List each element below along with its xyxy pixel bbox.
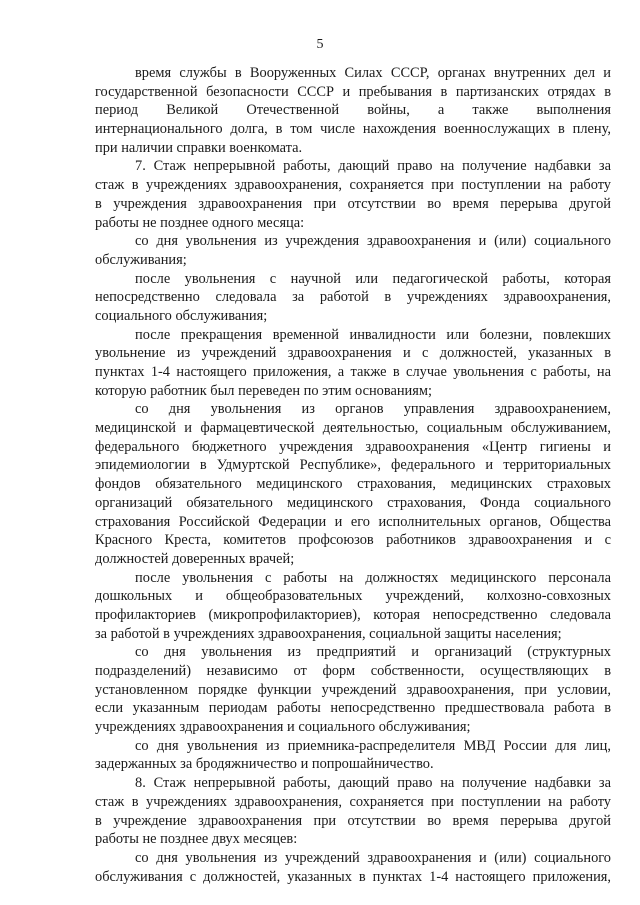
text-line: работы не позднее одного месяца: bbox=[95, 214, 305, 231]
text-line: период Великой Отечественной войны, а также выполнения bbox=[95, 102, 611, 119]
text-line: медицинской и фармацевтической деятельностью, социальным обслуживанием, bbox=[95, 420, 611, 437]
page-number: 5 bbox=[316, 37, 324, 52]
text-line: социального обслуживания; bbox=[95, 307, 268, 324]
text-line: обслуживания; bbox=[95, 251, 187, 268]
text-line: за работой в учреждениях здравоохранения, социальной защиты населения; bbox=[95, 625, 562, 642]
text-line: пунктах 1-4 настоящего приложения, а также в случае увольнения с работы, на bbox=[95, 364, 611, 380]
text-line: организаций обязательного медицинского страхования, Фонда социального bbox=[95, 494, 611, 511]
text-line: увольнение из учреждений здравоохранения и с должностей, указанных в bbox=[95, 345, 611, 362]
text-line: со дня увольнения из приемника-распределителя МВД России для лиц, bbox=[135, 737, 611, 754]
text-line: после увольнения с работы на должностях медицинского персонала bbox=[135, 569, 611, 586]
text-line: если указанным периодам работы непосредственно предшествовала работа в bbox=[95, 700, 611, 717]
text-line: в учреждения здравоохранения при отсутствии во время перерыва другой bbox=[95, 195, 611, 212]
text-line: стаж в учреждениях здравоохранения, сохраняется при поступлении на работу bbox=[95, 177, 611, 194]
text-line: непосредственно следовала за работой в учреждениях здравоохранения, bbox=[95, 289, 611, 306]
text-line: работы не позднее двух месяцев: bbox=[95, 831, 298, 848]
text-line: после прекращения временной инвалидности или болезни, повлекших bbox=[135, 326, 611, 343]
text-line: дошкольных и общеобразовательных учреждений, колхозно-совхозных bbox=[95, 588, 611, 605]
text-line: стаж в учреждениях здравоохранения, сохраняется при поступлении на работу bbox=[95, 793, 611, 810]
text-line: страхования Российской Федерации и его исполнительных органов, Общества bbox=[95, 513, 611, 530]
text-line: учреждениях здравоохранения и социального обслуживания; bbox=[95, 719, 471, 736]
document-body bbox=[95, 64, 611, 886]
text-line: подразделений) независимо от форм собственности, осуществляющих в bbox=[95, 663, 611, 679]
text-line: 8. Стаж непрерывной работы, дающий право на получение надбавки за bbox=[135, 775, 611, 792]
text-line: фондов обязательного медицинского страхования, медицинских страховых bbox=[95, 476, 611, 493]
text-line: которую работник был переведен по этим основаниям; bbox=[95, 382, 432, 399]
text-line: эпидемиологии в Удмуртской Республике», федерального и территориальных bbox=[95, 457, 611, 474]
text-line: со дня увольнения из учреждения здравоохранения и (или) социального bbox=[135, 233, 611, 250]
text-line: Красного Креста, комитетов профсоюзов работников здравоохранения и с bbox=[95, 532, 611, 549]
text-line: должностей доверенных врачей; bbox=[95, 550, 295, 567]
text-line: задержанных за бродяжничество и попрошайничество. bbox=[95, 756, 434, 773]
text-line: профилакториев (микропрофилакториев), которая непосредственно следовала bbox=[95, 606, 611, 623]
text-line: со дня увольнения из предприятий и организаций (структурных bbox=[135, 644, 611, 661]
text-line: со дня увольнения из органов управления здравоохранением, bbox=[135, 401, 611, 418]
text-line: обслуживания с должностей, указанных в пунктах 1-4 настоящего приложения, bbox=[95, 868, 611, 885]
text-line: после увольнения с научной или педагогической работы, которая bbox=[135, 270, 611, 287]
text-line: государственной безопасности СССР и пребывания в партизанских отрядах в bbox=[95, 83, 611, 100]
text-line: 7. Стаж непрерывной работы, дающий право на получение надбавки за bbox=[135, 158, 611, 175]
text-line: федерального бюджетного учреждения здравоохранения «Центр гигиены и bbox=[95, 438, 611, 455]
text-line: установленном порядке функции учреждений здравоохранения, при условии, bbox=[95, 681, 611, 698]
text-line: в учреждение здравоохранения при отсутствии во время перерыва другой bbox=[95, 812, 611, 829]
text-line: со дня увольнения из учреждений здравоохранения и (или) социального bbox=[135, 849, 611, 866]
text-line: время службы в Вооруженных Силах СССР, органах внутренних дел и bbox=[135, 65, 611, 81]
text-line: интернационального долга, в том числе нахождения военнослужащих в плену, bbox=[95, 121, 611, 138]
text-line: при наличии справки военкомата. bbox=[95, 139, 303, 156]
